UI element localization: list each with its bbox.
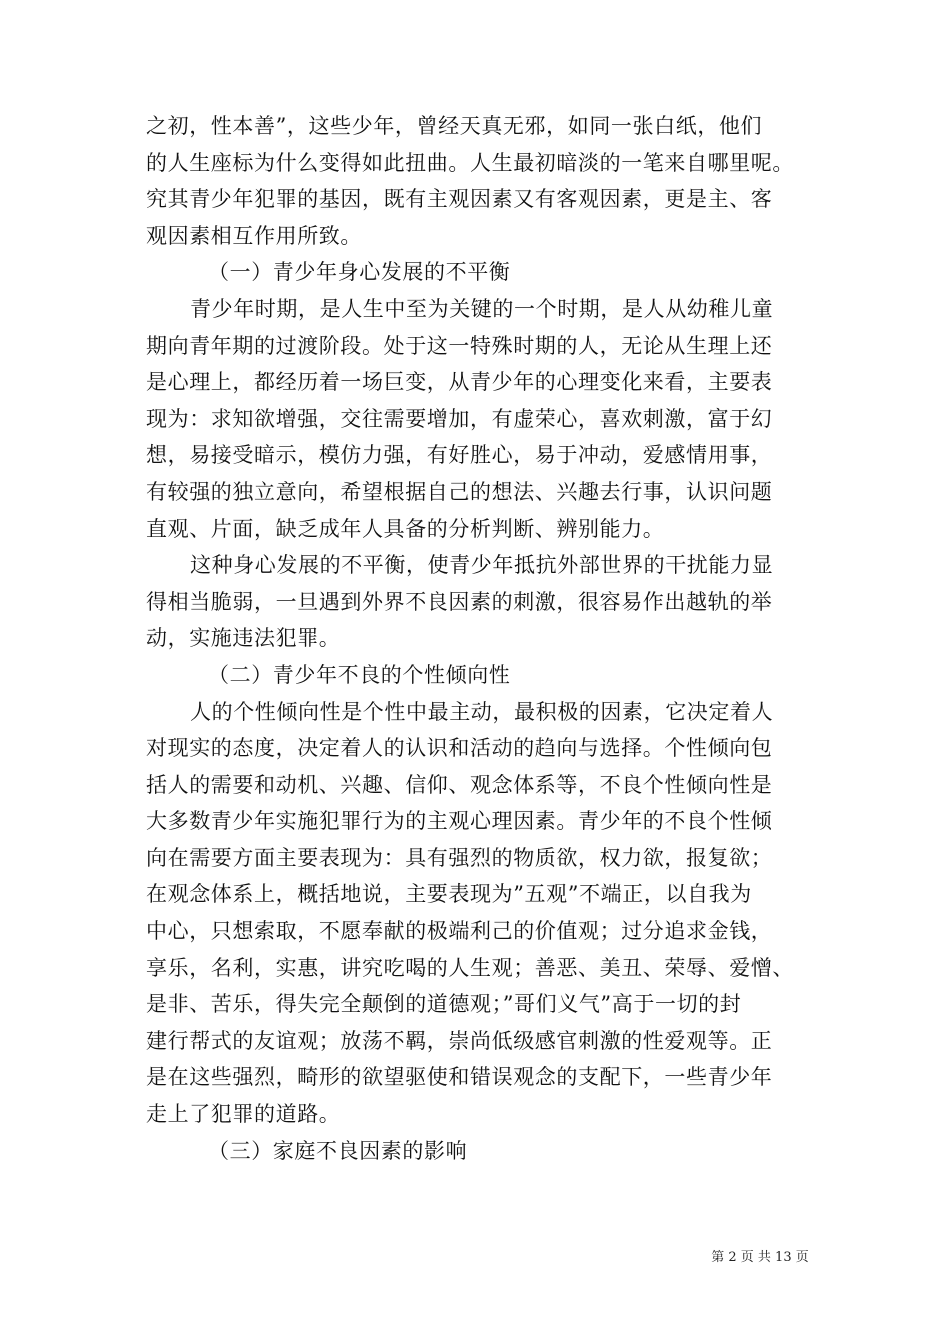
paragraph-line: 究其青少年犯罪的基因，既有主观因素又有客观因素，更是主、客 [146,187,773,212]
paragraph-line: 人的个性倾向性是个性中最主动，最积极的因素，它决定着人 [190,699,774,724]
paragraph-line: 向在需要方面主要表现为：具有强烈的物质欲，权力欲，报复欲； [146,845,773,870]
page-footer [0,1250,950,1266]
paragraph-line: 动，实施违法犯罪。 [146,626,341,651]
paragraph-line: 是在这些强烈，畸形的欲望驱使和错误观念的支配下，一些青少年 [146,1065,773,1090]
section-heading-3: （三）家庭不良因素的影响 [208,1138,468,1163]
paragraph-line: 大多数青少年实施犯罪行为的主观心理因素。青少年的不良个性倾 [146,809,773,834]
paragraph-line: 对现实的态度，决定着人的认识和活动的趋向与选择。个性倾向包 [146,736,773,761]
paragraph-line: 的人生座标为什么变得如此扭曲。人生最初暗淡的一笔来自哪里呢。 [146,150,794,175]
paragraph-line: 有较强的独立意向，希望根据自己的想法、兴趣去行事，认识问题 [146,479,773,504]
paragraph-line: 观因素相互作用所致。 [146,223,362,248]
paragraph-line: 在观念体系上，概括地说，主要表现为”五观”不端正，以自我为 [146,882,752,907]
page-number: 第 2 页 共 13 页 [711,1250,809,1265]
paragraph-line: 中心，只想索取，不愿奉献的极端利己的价值观；过分追求金钱， [146,919,773,944]
paragraph-line: 享乐，名利，实惠，讲究吃喝的人生观；善恶、美丑、荣辱、爱憎、 [146,955,794,980]
paragraph-line: 这种身心发展的不平衡，使青少年抵抗外部世界的干扰能力显 [190,553,774,578]
paragraph-line: 得相当脆弱，一旦遇到外界不良因素的刺激，很容易作出越轨的举 [146,589,773,614]
paragraph-line: 青少年时期，是人生中至为关键的一个时期，是人从幼稚儿童 [190,296,774,321]
paragraph-line: 括人的需要和动机、兴趣、信仰、观念体系等，不良个性倾向性是 [146,772,773,797]
paragraph-line: 走上了犯罪的道路。 [146,1102,341,1127]
paragraph-line: 是非、苦乐，得失完全颠倒的道德观；”哥们义气”高于一切的封 [146,992,742,1017]
document-body [146,108,806,1169]
section-heading-2: （二）青少年不良的个性倾向性 [208,662,511,687]
paragraph-line: 现为：求知欲增强，交往需要增加，有虚荣心，喜欢刺激，富于幻 [146,406,773,431]
paragraph-line: 之初，性本善”，这些少年，曾经天真无邪，如同一张白纸，他们 [146,114,763,138]
paragraph-line: 想，易接受暗示，模仿力强，有好胜心，易于冲动，爱感情用事， [146,443,773,468]
paragraph-line: 是心理上，都经历着一场巨变，从青少年的心理变化来看，主要表 [146,370,773,395]
paragraph-line: 直观、片面，缺乏成年人具备的分析判断、辨别能力。 [146,516,665,541]
section-heading-1: （一）青少年身心发展的不平衡 [208,260,511,285]
paragraph-line: 期向青年期的过渡阶段。处于这一特殊时期的人，无论从生理上还 [146,333,773,358]
paragraph-line: 建行帮式的友谊观；放荡不羁，崇尚低级感官刺激的性爱观等。正 [146,1028,773,1053]
